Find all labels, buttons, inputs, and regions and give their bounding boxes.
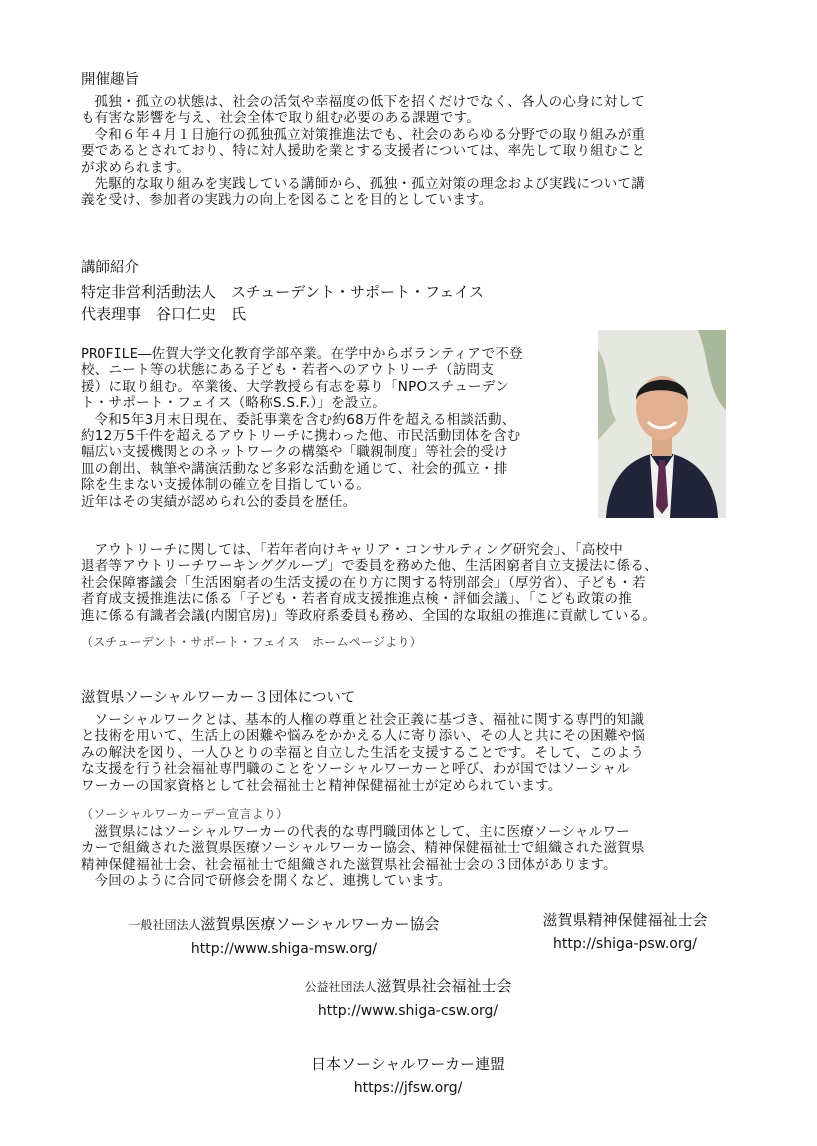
org-csw-name: 滋賀県社会福祉士会: [376, 977, 512, 995]
text-line: 今回のように合同で研修会を開くなど、連携しています。: [94, 873, 452, 890]
text-line: 皿の創出、執筆や講演活動など多彩な活動を通じて、社会的孤立・排: [81, 460, 508, 477]
purpose-text: [81, 94, 741, 209]
org-jfsw: [258, 1054, 558, 1098]
text-line: 近年はその実績が認められ公的委員を歴任。: [81, 493, 357, 510]
text-line: な支援を行う社会福祉専門職のことをソーシャルワーカーと呼び、わが国ではソーシャル: [81, 761, 630, 778]
text-line: 滋賀県にはソーシャルワーカーの代表的な専門職団体として、主に医療ソーシャルワー: [94, 824, 630, 840]
text-line: 令和5年3月末日現在、委託事業を含む約68万件を超える相談活動、: [94, 411, 516, 428]
lecturer-heading: 講師紹介: [81, 260, 139, 276]
text-line: 援）に取り組む。卒業後、大学教授ら有志を募り「NPOスチューデン: [81, 378, 510, 395]
org-jfsw-name: 日本ソーシャルワーカー連盟: [310, 1055, 506, 1073]
org-msw-url[interactable]: http://www.shiga-msw.org/: [190, 941, 378, 957]
text-line: ト・サポート・フェイス（略称S.S.F.）」を設立。: [81, 395, 387, 412]
lecturer-profile: [81, 346, 591, 510]
lecturer-portrait-graphic: [598, 330, 726, 518]
text-line: も有害な影響を与え、社会全体で取り組む必要のある課題です。: [81, 110, 481, 127]
org-msw: [84, 914, 484, 959]
text-line: と技術を用いて、生活上の困難や悩みをかかえる人に寄り添い、その人と共にその困難や悩: [81, 728, 646, 745]
text-line: アウトリーチに関しては、「若年者向けキャリア・コンサルティング研究会」、「高校中: [94, 542, 624, 558]
org-jfsw-url[interactable]: https://jfsw.org/: [353, 1080, 463, 1096]
org-csw: [228, 976, 588, 1021]
text-line: 約12万5千件を超えるアウトリーチに携わった他、市民活動団体を含む: [81, 428, 521, 445]
lecturer-photo: [598, 330, 726, 518]
text-line: 校、ニート等の状態にある子ども・若者へのアウトリーチ（訪問支: [81, 362, 495, 379]
text-line: カーで組織された滋賀県医療ソーシャルワーカー協会、精神保健福祉士で組織された滋賀県: [81, 840, 645, 857]
text-line: 幅広い支援機関とのネットワークの構築や「職親制度」等社会的受け: [81, 444, 508, 461]
text-line: 除を生まない支援体制の確立を目指している。: [81, 477, 371, 494]
sw-declaration-source: （ソーシャルワーカーデー宣言より）: [81, 807, 289, 821]
org-psw-url[interactable]: http://shiga-psw.org/: [553, 936, 697, 952]
sw-heading: 滋賀県ソーシャルワーカー３団体について: [81, 690, 356, 706]
text-line: 令和６年４月１日施行の孤独孤立対策推進法でも、社会のあらゆる分野での取り組みが重: [94, 126, 646, 143]
text-line: 義を受け、参加者の実践力の向上を図ることを目的としています。: [81, 192, 493, 209]
text-line: 先駆的な取り組みを実践している講師から、孤独・孤立対策の理念および実践について講: [94, 176, 646, 193]
purpose-heading: 開催趣旨: [81, 72, 139, 88]
text-line: 退者等アウトリーチワーキンググループ」で委員を務めた他、生活困窮者自立支援法に係る、: [81, 558, 658, 575]
sw-text: [81, 712, 741, 794]
text-line: ワーカーの国家資格として社会福祉士と精神保健福祉士が定められています。: [81, 777, 562, 794]
org-msw-type: 一般社団法人: [128, 918, 201, 932]
org-csw-url[interactable]: http://www.shiga-csw.org/: [317, 1003, 499, 1019]
text-line: 者育成支援推進法に係る「子ども・若者育成支援推進点検・評価会議」、「こども政策の推: [81, 591, 633, 608]
text-line: 孤独・孤立の状態は、社会の活気や幸福度の低下を招くだけでなく、各人の心身に対して: [94, 94, 646, 110]
lecturer-source: （スチューデント・サポート・フェイス ホームページより）: [81, 635, 422, 649]
text-line: ソーシャルワークとは、基本的人権の尊重と社会正義に基づき、福祉に関する専門的知識: [94, 712, 645, 728]
text-line: が求められます。: [81, 159, 191, 176]
org-msw-name: 滋賀県医療ソーシャルワーカー協会: [200, 915, 440, 933]
text-line: 要であるとされており、特に対人援助を業とする支援者については、率先して取り組むこと: [81, 143, 646, 160]
text-line: みの解決を図り、一人ひとりの幸福と自立した生活を支援することです。そして、このよう: [81, 744, 645, 761]
lecturer-title: 代表理事 谷口仁史 氏: [81, 305, 247, 323]
text-line: 進に係る有識者会議(内閣官房)」等政府系委員も務め、全国的な取組の推進に貢献している。: [81, 607, 657, 624]
profile-label: PROFILE: [81, 346, 138, 362]
sw-text-2: [81, 824, 741, 890]
lecturer-org: 特定非営利活動法人 スチューデント・サポート・フェイス: [81, 283, 485, 301]
org-psw-name: 滋賀県精神保健福祉士会: [542, 911, 708, 929]
text-line: 社会保障審議会「生活困窮者の生活支援の在り方に関する特別部会」（厚労省）、子ども・若: [81, 574, 646, 591]
text-line: 精神保健福祉士会、社会福祉士で組織された滋賀県社会福祉士会の３団体があります。: [81, 856, 617, 873]
text-line: ―佐賀大学文化教育学部卒業。在学中からボランティアで不登: [137, 346, 523, 362]
org-psw: [510, 910, 740, 954]
org-csw-type: 公益社団法人: [304, 980, 377, 994]
lecturer-outreach: [81, 542, 746, 624]
